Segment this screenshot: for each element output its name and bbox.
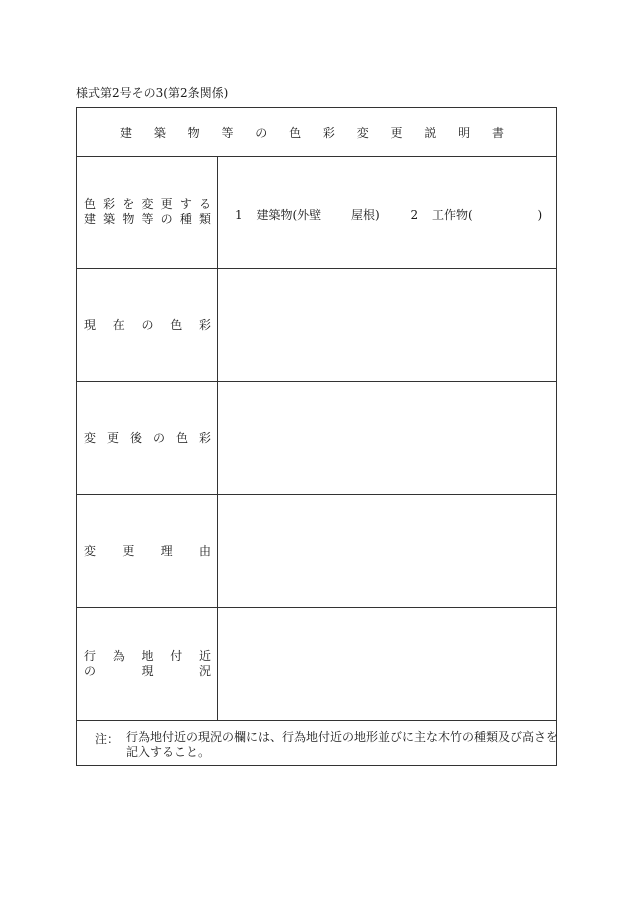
row-label-building-type — [77, 156, 218, 268]
option-roof[interactable]: 屋根) — [350, 208, 380, 222]
current-color-field[interactable] — [218, 269, 556, 381]
form-table — [76, 107, 557, 766]
label-line: 色 彩 を 変 更 す る — [84, 197, 211, 211]
option-building-walls[interactable]: 建築物(外壁 — [256, 208, 322, 222]
row-new-color — [77, 382, 556, 495]
row-change-reason — [77, 495, 556, 608]
new-color-field[interactable] — [218, 382, 556, 494]
note-row — [77, 723, 559, 765]
building-type-field[interactable] — [218, 156, 556, 268]
row-current-color — [77, 269, 556, 382]
label-line: 変 更 後 の 色 彩 — [84, 430, 211, 445]
site-condition-field[interactable] — [218, 608, 556, 720]
note-line: 行為地付近の現況の欄には、行為地付近の地形並びに主な木竹の種類及び高さを — [126, 730, 559, 744]
row-label-current-color — [77, 269, 218, 381]
option-number-2: 2 — [410, 208, 419, 222]
row-label-new-color — [77, 382, 218, 494]
label-line: 建 築 物 等 の 種 類 — [84, 212, 211, 226]
note-mark: 注： — [95, 732, 120, 746]
label-line: 現 在 の 色 彩 — [84, 317, 211, 332]
title-row — [77, 108, 556, 157]
note-text — [126, 730, 559, 760]
building-type-options — [235, 206, 542, 223]
change-reason-field[interactable] — [218, 495, 556, 607]
form-identifier: 様式第2号その3(第2条関係) — [76, 86, 229, 100]
label-line: の 現 況 — [84, 664, 211, 678]
row-label-change-reason — [77, 495, 218, 607]
label-line: 行 為 地 付 近 — [84, 649, 211, 663]
option-number-1: 1 — [235, 208, 243, 222]
label-line: 変 更 理 由 — [84, 543, 211, 558]
document-title: 建 築 物 等 の 色 彩 変 更 説 明 書 — [120, 125, 513, 140]
row-building-type — [77, 156, 556, 269]
option-structure[interactable]: 工作物( — [431, 208, 473, 222]
option-structure-close: ) — [537, 208, 543, 222]
note-line: 記入すること。 — [126, 745, 211, 759]
row-site-condition — [77, 608, 556, 721]
row-label-site-condition — [77, 608, 218, 720]
